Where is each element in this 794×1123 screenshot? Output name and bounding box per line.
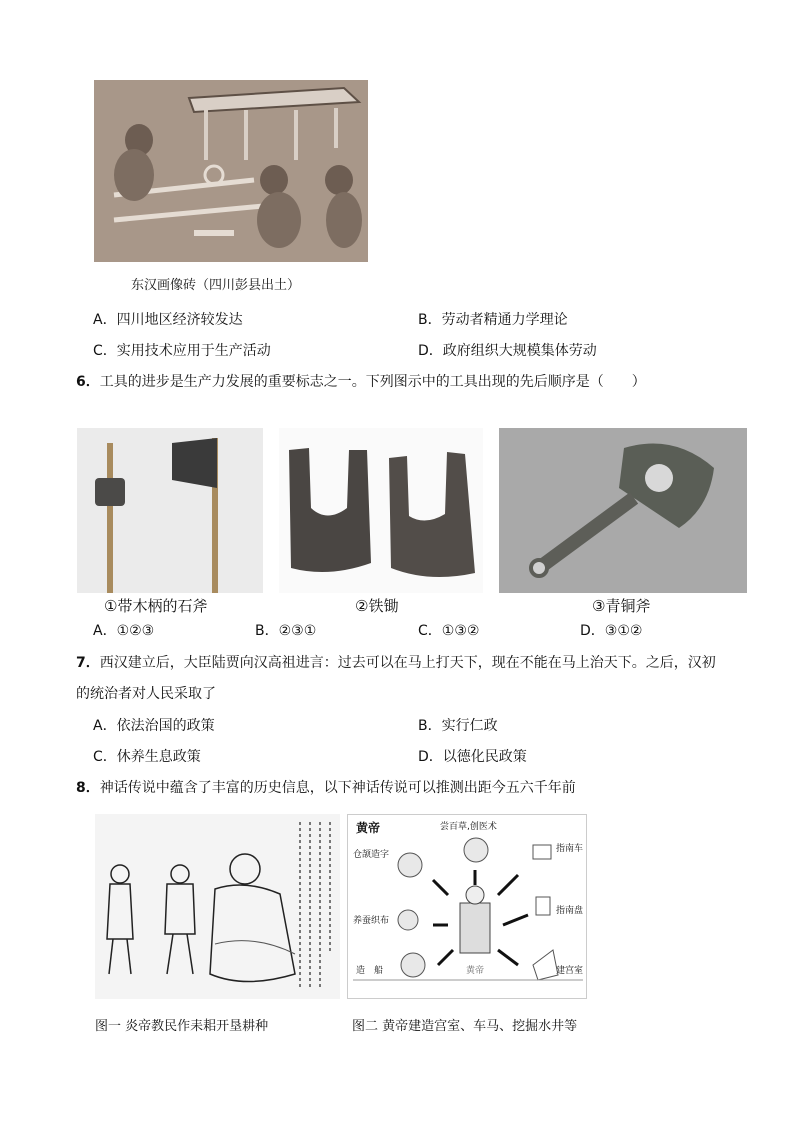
q6-image-2-label: ②铁锄 — [355, 597, 399, 615]
q7-option-a: A．依法治国的政策 — [93, 718, 215, 734]
fig2-cangjie-label: 仓颉造字 — [353, 850, 390, 860]
q6-number: 6． — [76, 374, 100, 390]
q7-number: 7． — [76, 655, 100, 671]
q8-figure2-huangdi-diagram — [347, 814, 587, 999]
q6-image-iron-hoe — [279, 428, 483, 593]
fig2-title: 黄帝 — [356, 821, 381, 835]
q6-option-a: A．①②③ — [93, 623, 155, 639]
fig2-silk-label: 养蚕织布 — [353, 916, 390, 926]
fig2-cart-label: 指南车 — [556, 844, 584, 854]
q6-image-bronze-axe — [499, 428, 747, 593]
q7-stem-line2: 的统治者对人民采取了 — [76, 686, 216, 702]
q8-stem-text: 神话传说中蕴含了丰富的历史信息，以下神话传说可以推测出距今五六千年前 — [99, 780, 576, 796]
q5-option-c: C．实用技术应用于生产活动 — [93, 343, 271, 359]
stone-axe-drawing — [77, 428, 263, 593]
huangdi-diagram-drawing — [348, 815, 587, 999]
q6-stem — [76, 372, 646, 392]
bronze-axe-drawing — [499, 428, 747, 593]
q7-stem-line1 — [76, 653, 716, 673]
q7-option-c: C．休养生息政策 — [93, 749, 201, 765]
q6-option-b: B．②③① — [255, 623, 317, 639]
relief-brick-image — [94, 80, 368, 262]
q8-figure1-woodcut — [95, 814, 340, 999]
q6-image-1-label: ①带木柄的石斧 — [104, 597, 208, 615]
q5-option-d: D．政府组织大规模集体劳动 — [418, 343, 597, 359]
q6-option-c: C．①③② — [418, 623, 480, 639]
q8-stem — [76, 778, 576, 798]
q7-option-d: D．以德化民政策 — [418, 749, 527, 765]
q6-stem-text: 工具的进步是生产力发展的重要标志之一。下列图示中的工具出现的先后顺序是（ ） — [99, 374, 646, 390]
woodcut-drawing — [95, 814, 340, 999]
q6-image-3-label: ③青铜斧 — [592, 597, 651, 615]
fig2-palace-label: 建宫室 — [556, 966, 584, 976]
iron-hoe-drawing — [279, 428, 483, 593]
q5-option-a: A．四川地区经济较发达 — [93, 312, 243, 328]
fig2-center-label: 黄帝 — [466, 966, 485, 976]
q6-image-stone-axe — [77, 428, 263, 593]
q6-option-d: D．③①② — [580, 623, 643, 639]
q7-option-b: B．实行仁政 — [418, 718, 498, 734]
fig2-compass-label: 指南盘 — [556, 906, 584, 916]
fig2-boat-label: 造 船 — [356, 966, 384, 976]
q8-fig2-caption: 图二 黄帝建造宫室、车马、挖掘水井等 — [352, 1019, 578, 1034]
q7-stem-text-1: 西汉建立后，大臣陆贾向汉高祖进言：过去可以在马上打天下，现在不能在马上治天下。之后，汉初 — [99, 655, 716, 671]
relief-caption: 东汉画像砖（四川彭县出土） — [131, 278, 301, 293]
q5-option-b: B．劳动者精通力学理论 — [418, 312, 568, 328]
q8-fig1-caption: 图一 炎帝教民作耒耜开垦耕种 — [95, 1019, 269, 1034]
q8-number: 8． — [76, 780, 100, 796]
fig2-top-label: 尝百草,创医术 — [440, 822, 497, 832]
relief-brick-drawing — [94, 80, 368, 262]
